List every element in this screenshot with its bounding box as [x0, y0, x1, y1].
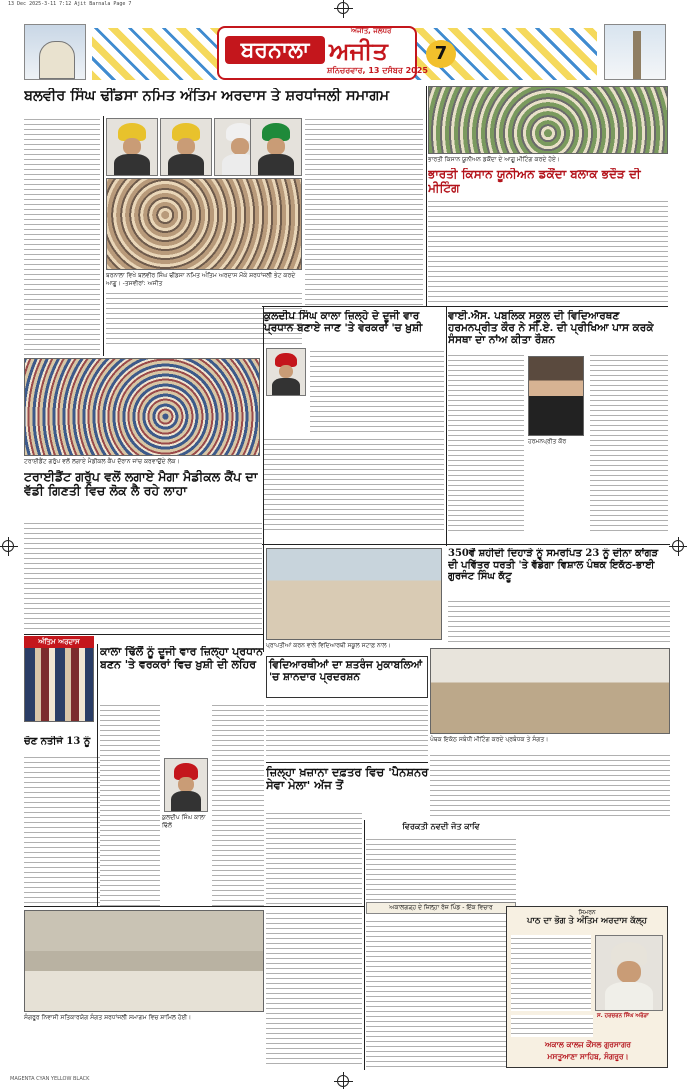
vidyarthi-headline — [266, 656, 428, 698]
masthead-title-box — [217, 26, 428, 80]
obituary-photo — [24, 636, 94, 722]
portrait — [595, 935, 663, 1011]
medical-camp-photo — [24, 358, 260, 456]
portrait — [266, 348, 306, 396]
section-rule — [24, 634, 264, 635]
shaheedi-headline-text: 350ਵੇਂ ਸ਼ਹੀਦੀ ਦਿਹਾੜੇ ਨੂੰ ਸਮਰਪਿਤ 23 ਨੂੰ ਦੀਨਾ ਕਾਂਗੜ ਦੀ ਪਵਿੱਤਰ ਧਰਤੀ 'ਤੇ ਵੱਡੇਗਾ ਵਿਸ਼ਾਲ ਪੰਥਕ ਇਕੱਠ-ਭਾਈ ਗੁਰਜੰਟ ਸਿੰਘ ਕੱਟੂ — [448, 548, 659, 582]
main-story-column — [24, 116, 100, 356]
sangat-photo — [24, 910, 264, 1012]
pension-story-column — [266, 810, 362, 906]
kala-headline — [100, 646, 264, 698]
trident-headline-text: ਟਰਾਈਡੈਂਟ ਗਰੁੱਪ ਵਲੋਂ ਲਗਾਏ ਮੈਗਾ ਮੈਡੀਕਲ ਕੈਂਪ ਦਾ ਵੱਡੀ ਗਿਣਤੀ ਵਿਚ ਲੋਕ ਲੈ ਰਹੇ ਲਾਹਾ — [24, 470, 258, 499]
kisan-headline-text: ਭਾਰਤੀ ਕਿਸਾਨ ਯੂਨੀਅਨ ਡਕੌਂਦਾ ਬਲਾਕ ਭਦੌੜ ਦੀ ਮੀਟਿੰਗ — [428, 168, 641, 195]
school-caption: ਹਰਮਨਪ੍ਰੀਤ ਕੌਰ — [528, 438, 567, 445]
school-headline — [448, 310, 668, 350]
kala-story-column — [212, 702, 264, 906]
school-story-column — [448, 352, 524, 532]
section-rule — [262, 306, 668, 307]
ad-footer-1: ਅਕਾਲ ਕਾਲਜ ਕੌਂਸਲ ਗੁਰਸਾਗਰ — [545, 1040, 631, 1049]
kuldeep-headline — [264, 310, 444, 346]
kuldeep-headline-text: ਕੁਲਦੀਪ ਸਿੰਘ ਕਾਲਾ ਜ਼ਿਲ੍ਹੇ ਦੇ ਦੂਜੀ ਵਾਰ ਪ੍ਰਧਾਨ ਬਣਾਏ ਜਾਣ 'ਤੇ ਵਰਕਰਾਂ 'ਚ ਖ਼ੁਸ਼ੀ — [264, 310, 423, 335]
ad-text — [511, 935, 591, 1011]
paper-name: ਅਜੀਤ — [329, 36, 388, 65]
kavita-banner: ਅਕਾਲਗੜ੍ਹ ਦੇ ਜ਼ਿਲ੍ਹਾ ਰੋਜ਼ ਪਿੰਡ - ਇੱਕ ਵਿਚਾਰ — [366, 902, 516, 914]
registration-mark — [2, 540, 14, 552]
bottom-story-column — [266, 910, 362, 1068]
ad-name: ਸ. ਹਰਚਰਨ ਸਿੰਘ ਅਰੋੜਾ — [597, 1013, 649, 1019]
gurdwara-photo — [24, 24, 86, 80]
obituary-ad — [506, 906, 668, 1068]
shaheedi-story-column — [448, 598, 670, 642]
obituary-box-title: ਅੰਤਿਮ ਅਰਦਾਸ — [24, 636, 94, 648]
portrait — [106, 118, 158, 176]
main-story-column — [305, 116, 423, 306]
pension-headline-text: ਜ਼ਿਲ੍ਹਾ ਖ਼ਜ਼ਾਨਾ ਦਫ਼ਤਰ ਵਿਚ 'ਪੈਨਸ਼ਨਰ ਸੇਵਾ ਮੇਲਾ' ਅੱਜ ਤੋਂ — [266, 766, 429, 793]
chon-label — [24, 736, 100, 752]
portrait — [164, 758, 208, 812]
student-photo — [528, 356, 584, 436]
column-rule — [426, 86, 427, 306]
school-headline-text: ਵਾਈ.ਐਸ. ਪਬਲਿਕ ਸਕੂਲ ਦੀ ਵਿਦਿਆਰਥਣ ਹਰਮਨਪ੍ਰੀਤ ਕੌਰ ਨੇ ਸੀ.ਏ. ਦੀ ਪ੍ਰੀਖਿਆ ਪਾਸ ਕਰਕੇ ਸੰਸਥਾ ਦਾ ਨਾਂਅ ਕੀਤਾ ਰੌਸ਼ਨ — [448, 310, 654, 347]
column-rule — [364, 820, 365, 1070]
kavita-title-text: ਵਿਰਕਤੀ ਨਵਦੀ ਜੋਤ ਕਾਵਿ — [402, 822, 480, 831]
school-story-column — [590, 352, 668, 532]
vidyarthi-story-column — [266, 702, 428, 760]
registration-mark — [337, 2, 349, 14]
kala-caption: ਕੁਲਦੀਪ ਸਿੰਘ ਕਾਲਾ ਢਿੱਲੋਂ — [162, 814, 206, 829]
shaheedi-story-column — [430, 752, 670, 820]
clocktower-photo — [604, 24, 666, 80]
ceremony-photo — [106, 178, 302, 270]
trident-caption: ਟਰਾਈਡੈਂਟ ਗਰੁੱਪ ਵਲੋਂ ਲਗਾਏ ਮੈਡੀਕਲ ਕੈਂਪ ਦੌਰਾਨ ਜਾਂਚ ਕਰਵਾਉਂਦੇ ਲੋਕ। — [24, 458, 180, 465]
ad-text — [511, 1015, 593, 1037]
trident-headline — [24, 470, 262, 516]
column-rule — [103, 116, 104, 356]
shaheedi-headline — [448, 548, 670, 594]
kavita-story-column — [366, 918, 516, 1068]
kala-headline-text: ਕਾਲਾ ਢਿੱਲੋਂ ਨੂੰ ਦੂਜੀ ਵਾਰ ਜ਼ਿਲ੍ਹਾ ਪ੍ਰਧਾਨ ਬਣਨ 'ਤੇ ਵਰਕਰਾਂ ਵਿਚ ਖ਼ੁਸ਼ੀ ਦੀ ਲਹਿਰ — [100, 646, 264, 671]
main-headline — [24, 88, 424, 112]
kisan-meeting-photo — [428, 86, 668, 154]
kisan-caption: ਭਾਰਤੀ ਕਿਸਾਨ ਯੂਨੀਅਨ ਡਕੌਂਦਾ ਦੇ ਆਗੂ ਮੀਟਿੰਗ ਕਰਦੇ ਹੋਏ। — [428, 156, 560, 163]
students-photo — [266, 548, 442, 640]
kuldeep-story-column — [264, 436, 444, 532]
main-headline-text: ਬਲਵੀਰ ਸਿੰਘ ਢੀਂਡਸਾ ਨਮਿਤ ਅੰਤਿਮ ਅਰਦਾਸ ਤੇ ਸ਼ਰਧਾਂਜਲੀ ਸਮਾਗਮ — [24, 88, 389, 104]
section-rule — [24, 906, 364, 907]
chon-label-text: ਚੋਣ ਨਤੀਜੇ 13 ਨੂੰ — [24, 736, 91, 747]
kisan-story-column — [428, 198, 668, 306]
page-number: 7 — [426, 40, 456, 68]
section-rule — [266, 762, 428, 763]
pension-headline — [266, 766, 436, 806]
print-slug: 13 Dec 2025-3-11 7:12 Ajit Barnala Page 7 — [8, 1, 132, 7]
ad-footer-2: ਮਸਤੂਆਣਾ ਸਾਹਿਬ, ਸੰਗਰੂਰ। — [547, 1052, 629, 1061]
main-caption: ਬਰਨਾਲਾ ਵਿਖੇ ਬਲਵੀਰ ਸਿੰਘ ਢੀਂਡਸਾ ਨਮਿਤ ਅੰਤਿਮ ਅਰਦਾਸ ਮੌਕੇ ਸ਼ਰਧਾਂਜਲੀ ਭੇਟ ਕਰਦੇ ਆਗੂ। -ਤਸਵੀਰਾਂ: ਅਜੀਤ — [106, 272, 296, 287]
column-rule — [446, 306, 447, 546]
section-rule — [262, 544, 670, 545]
kala-story-column — [100, 702, 160, 906]
shaheedi-photo — [430, 648, 670, 734]
portrait — [160, 118, 212, 176]
column-rule — [97, 644, 98, 906]
shaheedi-caption: ਪੰਥਕ ਇਕੱਠ ਸਬੰਧੀ ਮੀਟਿੰਗ ਕਰਦੇ ਪ੍ਰਬੰਧਕ ਤੇ ਸੰਗਤ। — [430, 736, 549, 743]
kavita-title — [366, 822, 516, 834]
portrait — [250, 118, 302, 176]
kisan-headline — [428, 168, 668, 196]
dateline: ਸ਼ਨਿਚਰਵਾਰ, 13 ਦਸੰਬਰ 2025 — [327, 66, 428, 75]
trident-story-column — [24, 520, 262, 632]
chon-story-column — [24, 754, 100, 906]
color-bar: MAGENTA CYAN YELLOW BLACK — [10, 1076, 90, 1082]
ad-title: ਪਾਠ ਦਾ ਭੋਗ ਤੇ ਅੰਤਿਮ ਅਰਦਾਸ ਕੱਲ੍ਹ — [526, 916, 648, 926]
vidyarthi-headline-text: ਵਿਦਿਆਰਥੀਆਂ ਦਾ ਸ਼ਤਰੰਜ ਮੁਕਾਬਲਿਆਂ 'ਚ ਸ਼ਾਨਦਾਰ ਪ੍ਰਦਰਸ਼ਨ — [269, 659, 423, 684]
column-rule — [263, 306, 264, 652]
students-caption: ਪ੍ਰਾਪਤੀਆਂ ਕਰਨ ਵਾਲੇ ਵਿਦਿਆਰਥੀ ਸਕੂਲ ਸਟਾਫ਼ ਨਾਲ। — [266, 642, 391, 649]
registration-mark — [672, 540, 684, 552]
kavita-story-column — [366, 836, 516, 900]
edition-label: ਅਜੀਤ, ਜਲੰਧਰ — [351, 27, 392, 35]
bottom-caption: ਸੰਗਰੂਰ ਨਿਵਾਸੀ ਸਤਿਕਾਰਯੋਗ ਸੰਗਤ ਸ਼ਰਧਾਂਜਲੀ ਸਮਾਗਮ ਵਿਚ ਸ਼ਾਮਿਲ ਹੋਈ। — [24, 1014, 192, 1021]
ad-top: ਸਿਮਰਨ — [578, 909, 596, 916]
masthead — [22, 24, 666, 82]
city-name: ਬਰਨਾਲਾ — [225, 36, 325, 64]
